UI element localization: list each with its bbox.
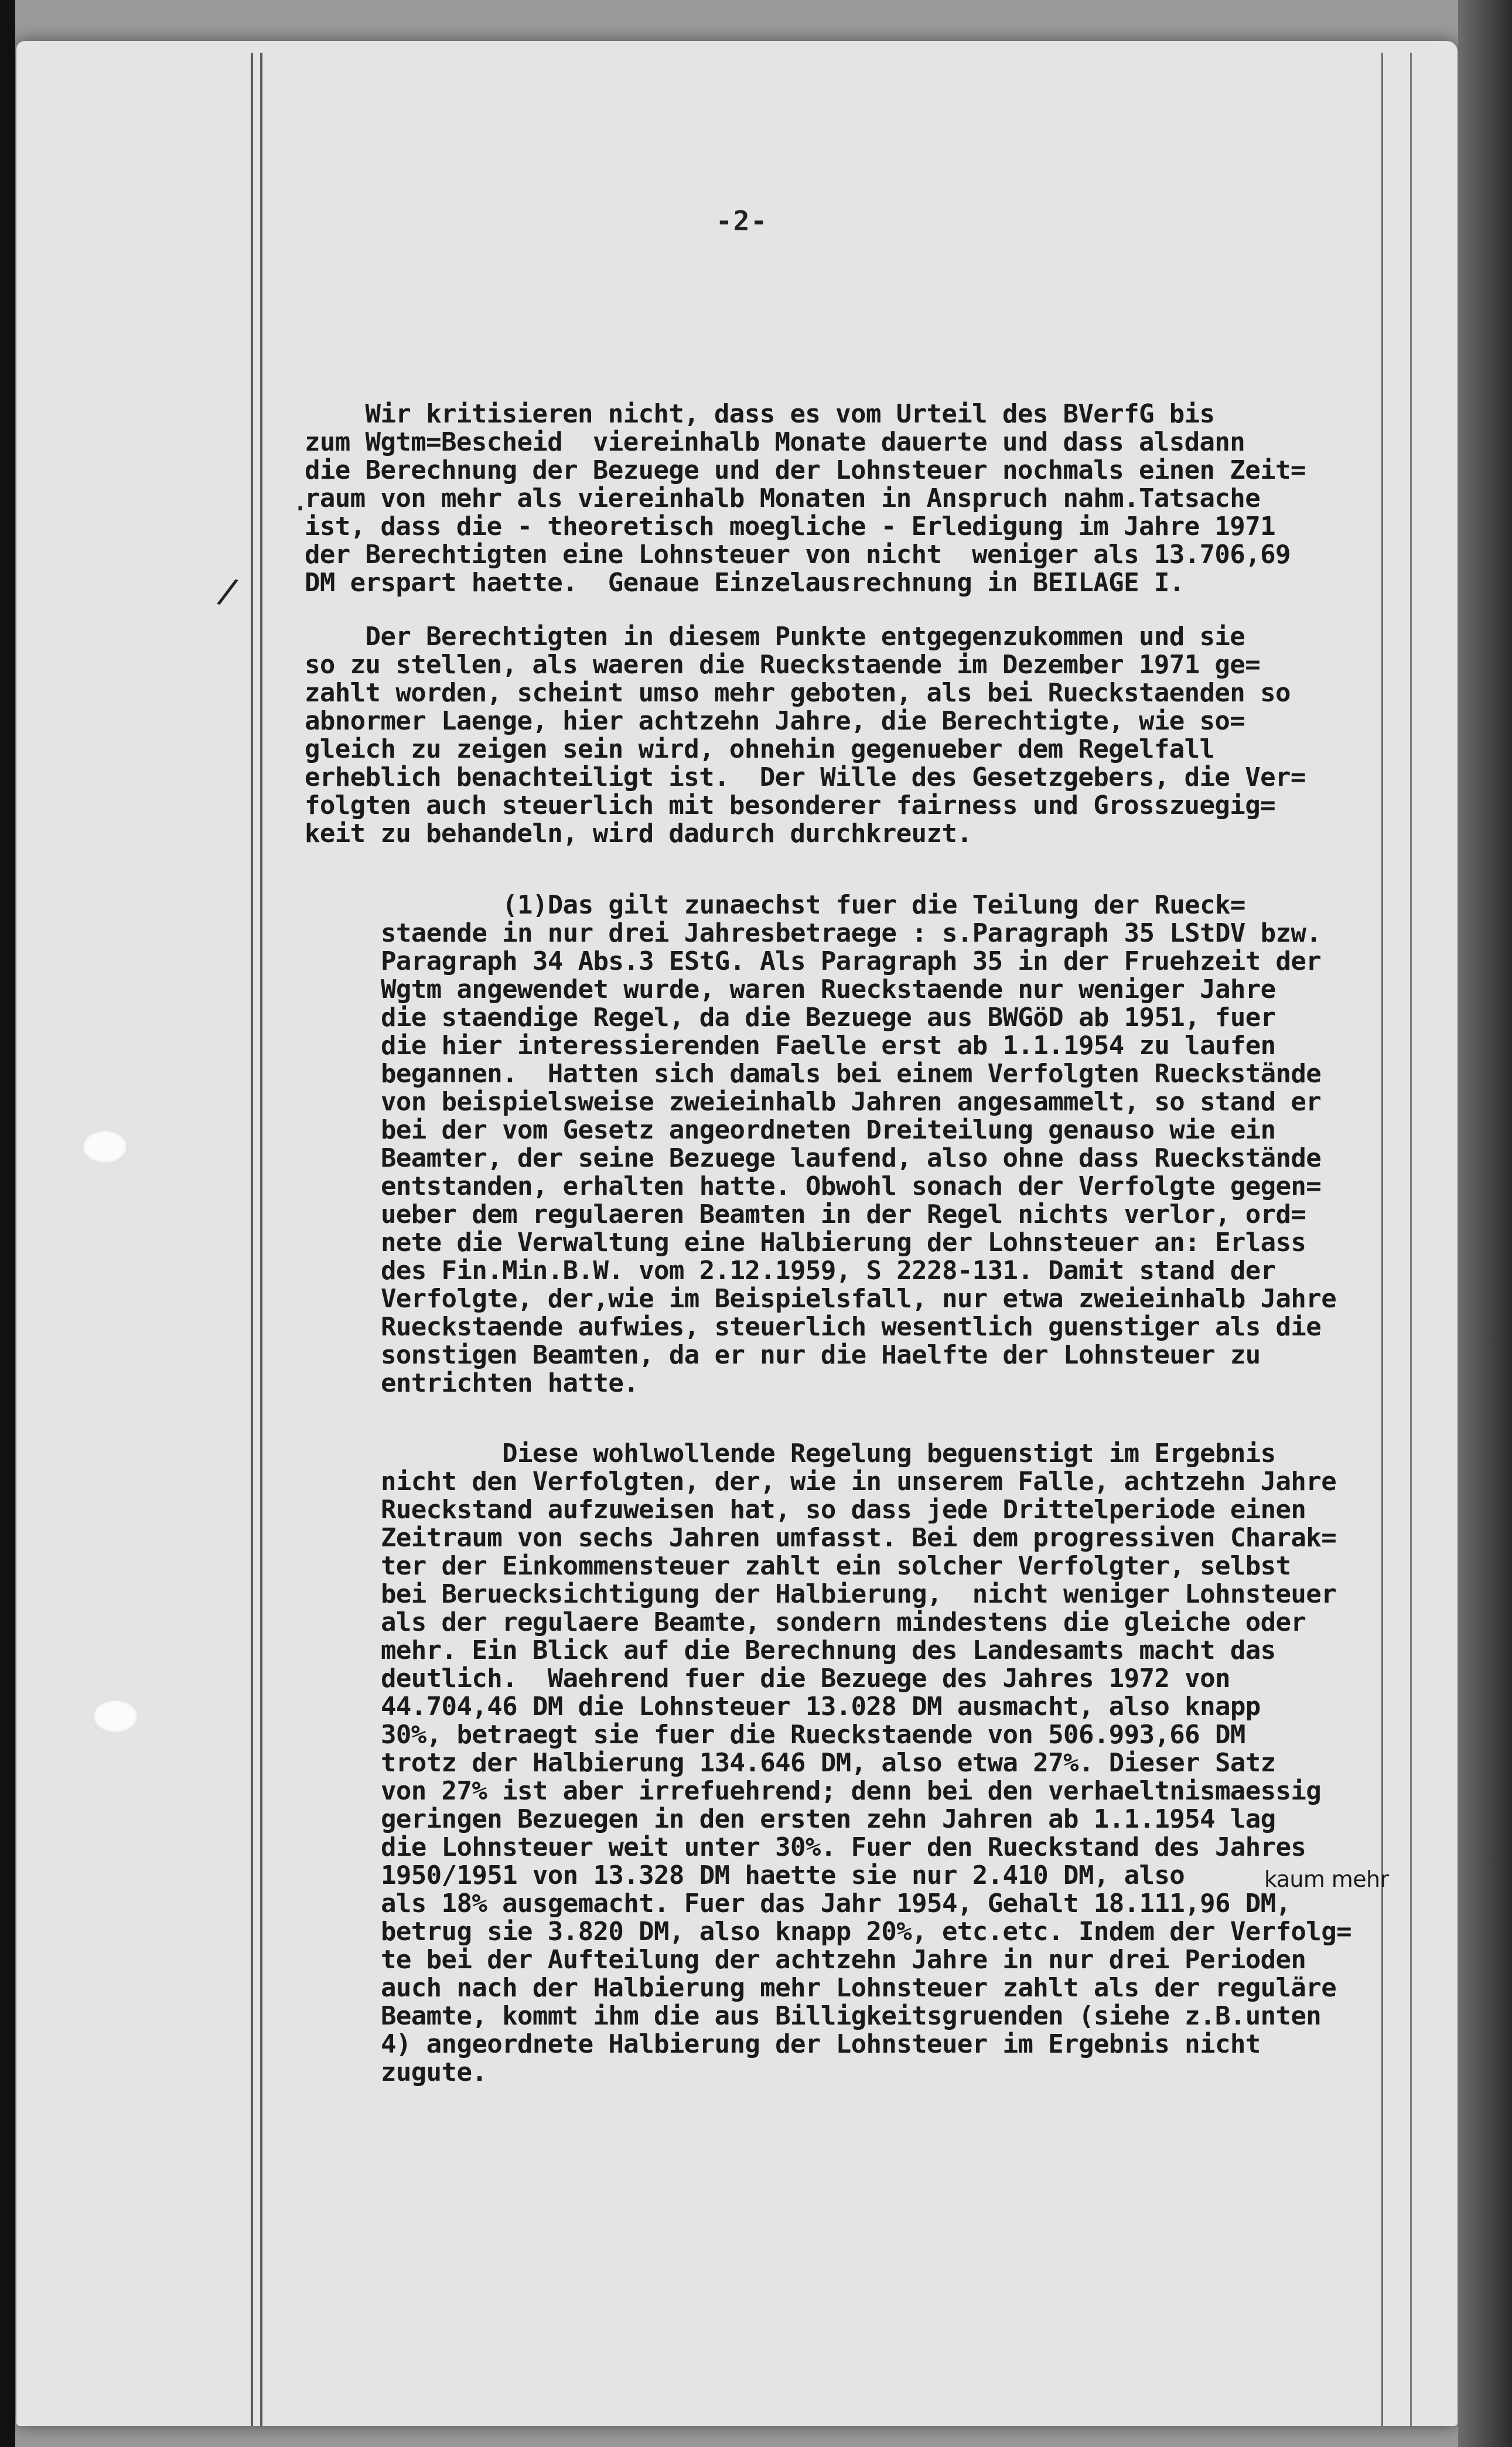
text-line: deutlich. Waehrend fuer die Bezuege des Jahres 1972 von xyxy=(381,1664,1230,1693)
text-line: des Fin.Min.B.W. vom 2.12.1959, S 2228-131. Damit stand der xyxy=(381,1256,1276,1286)
text-line: Paragraph 34 Abs.3 EStG. Als Paragraph 35 in der Fruehzeit der xyxy=(381,946,1322,976)
text-line: ter der Einkommensteuer zahlt ein solcher Verfolgter, selbst xyxy=(381,1551,1291,1581)
text-line: raum von mehr als viereinhalb Monaten in Anspruch nahm.Tatsache xyxy=(305,483,1261,513)
text-line: mehr. Ein Blick auf die Berechnung des Landesamts macht das xyxy=(381,1635,1276,1665)
text-line: begannen. Hatten sich damals bei einem Verfolgten Rueckstände xyxy=(381,1059,1322,1089)
text-line: 30%, betraegt sie fuer die Rueckstaende von 506.993,66 DM xyxy=(381,1720,1245,1750)
right-margin-rule xyxy=(1381,53,1383,2426)
text-line: Beamter, der seine Bezuege laufend, also ohne dass Rueckstände xyxy=(381,1143,1322,1173)
text-line: (1)Das gilt zunaechst fuer die Teilung der Rueck= xyxy=(381,890,1245,920)
text-line: betrug sie 3.820 DM, also knapp 20%, etc.etc. Indem der Verfolg= xyxy=(381,1917,1351,1947)
text-line: Beamte, kommt ihm die aus Billigkeitsgruenden (siehe z.B.unten xyxy=(381,2001,1322,2031)
text-line: die Berechnung der Bezuege und der Lohnsteuer nochmals einen Zeit= xyxy=(305,455,1306,485)
text-line: abnormer Laenge, hier achtzehn Jahre, die Berechtigte, wie so= xyxy=(305,706,1245,736)
left-margin-rule xyxy=(251,53,253,2426)
scan-left-edge xyxy=(0,0,15,2447)
text-line: von beispielsweise zweieinhalb Jahren angesammelt, so stand er xyxy=(381,1087,1322,1117)
text-line: zahlt worden, scheint umso mehr geboten, als bei Rueckstaenden so xyxy=(305,678,1291,708)
text-line: der Berechtigten eine Lohnsteuer von nicht weniger als 13.706,69 xyxy=(305,540,1291,570)
text-line: geringen Bezuegen in den ersten zehn Jahren ab 1.1.1954 lag xyxy=(381,1804,1276,1834)
text-line: Der Berechtigten in diesem Punkte entgegenzukommen und sie xyxy=(305,622,1245,652)
text-line: nicht den Verfolgten, der, wie in unserem Falle, achtzehn Jahre xyxy=(381,1467,1337,1497)
text-line: entstanden, erhalten hatte. Obwohl sonach der Verfolgte gegen= xyxy=(381,1171,1322,1201)
text-line: bei Beruecksichtigung der Halbierung, nicht weniger Lohnsteuer xyxy=(381,1579,1337,1609)
text-line: Verfolgte, der,wie im Beispielsfall, nur etwa zweieinhalb Jahre xyxy=(381,1284,1337,1314)
text-line: als 18% ausgemacht. Fuer das Jahr 1954, Gehalt 18.111,96 DM, xyxy=(381,1889,1291,1918)
text-line: Wgtm angewendet wurde, waren Rueckstaende nur weniger Jahre xyxy=(381,974,1276,1004)
text-line: Rueckstaende aufwies, steuerlich wesentlich guenstiger als die xyxy=(381,1312,1322,1342)
text-line: nete die Verwaltung eine Halbierung der Lohnsteuer an: Erlass xyxy=(381,1228,1306,1257)
text-line: staende in nur drei Jahresbetraege : s.Paragraph 35 LStDV bzw. xyxy=(381,918,1322,948)
text-line: Zeitraum von sechs Jahren umfasst. Bei dem progressiven Charak= xyxy=(381,1523,1337,1553)
text-line: bei der vom Gesetz angeordneten Dreiteilung genauso wie ein xyxy=(381,1115,1276,1145)
text-line: 1950/1951 von 13.328 DM haette sie nur 2.410 DM, also xyxy=(381,1860,1185,1890)
text-line: DM erspart haette. Genaue Einzelausrechnung in BEILAGE I. xyxy=(305,568,1185,598)
text-line: die staendige Regel, da die Bezuege aus BWGöD ab 1951, fuer xyxy=(381,1003,1276,1032)
punch-hole-upper xyxy=(82,1130,128,1164)
text-line: ist, dass die - theoretisch moegliche - Erledigung im Jahre 1971 xyxy=(305,512,1275,541)
text-line: so zu stellen, als waeren die Rueckstaende im Dezember 1971 ge= xyxy=(305,650,1261,680)
text-line: erheblich benachteiligt ist. Der Wille des Gesetzgebers, die Ver= xyxy=(305,762,1306,792)
text-line: zugute. xyxy=(381,2057,487,2087)
text-line: auch nach der Halbierung mehr Lohnsteuer zahlt als der reguläre xyxy=(381,1973,1337,2003)
text-line: zum Wgtm=Bescheid viereinhalb Monate dauerte und dass alsdann xyxy=(305,427,1245,457)
punch-hole-lower xyxy=(93,1699,138,1733)
text-line: sonstigen Beamten, da er nur die Haelfte der Lohnsteuer zu xyxy=(381,1340,1261,1370)
text-line: von 27% ist aber irrefuehrend; denn bei den verhaeltnismaessig xyxy=(381,1776,1322,1806)
margin-slash-mark: / xyxy=(214,570,243,613)
text-line: folgten auch steuerlich mit besonderer fairness und Grosszuegig= xyxy=(305,790,1275,820)
left-margin-rule-inner xyxy=(260,53,262,2426)
text-line: trotz der Halbierung 134.646 DM, also etwa 27%. Dieser Satz xyxy=(381,1748,1276,1778)
handwritten-insert: kaum mehr xyxy=(1264,1866,1389,1892)
scan-right-edge xyxy=(1458,0,1512,2447)
text-line: entrichten hatte. xyxy=(381,1368,639,1398)
text-line: Diese wohlwollende Regelung beguenstigt im Ergebnis xyxy=(381,1439,1276,1468)
text-line: die hier interessierenden Faelle erst ab 1.1.1954 zu laufen xyxy=(381,1031,1276,1061)
text-line: ueber dem regulaeren Beamten in der Regel nichts verlor, ord= xyxy=(381,1199,1306,1229)
text-line: te bei der Aufteilung der achtzehn Jahre in nur drei Perioden xyxy=(381,1945,1306,1975)
page-number: -2- xyxy=(716,205,769,237)
text-line: 4) angeordnete Halbierung der Lohnsteuer im Ergebnis nicht xyxy=(381,2029,1261,2059)
text-line: gleich zu zeigen sein wird, ohnehin gegenueber dem Regelfall xyxy=(305,734,1215,764)
margin-bullet-mark: · xyxy=(292,492,309,525)
text-line: Wir kritisieren nicht, dass es vom Urteil des BVerfG bis xyxy=(305,399,1215,429)
right-margin-rule-outer xyxy=(1410,53,1412,2426)
text-line: als der regulaere Beamte, sondern mindestens die gleiche oder xyxy=(381,1607,1306,1637)
text-line: keit zu behandeln, wird dadurch durchkreuzt. xyxy=(305,819,972,848)
text-line: die Lohnsteuer weit unter 30%. Fuer den Rueckstand des Jahres xyxy=(381,1832,1306,1862)
text-line: Rueckstand aufzuweisen hat, so dass jede Drittelperiode einen xyxy=(381,1495,1306,1525)
text-line: 44.704,46 DM die Lohnsteuer 13.028 DM ausmacht, also knapp xyxy=(381,1692,1261,1722)
